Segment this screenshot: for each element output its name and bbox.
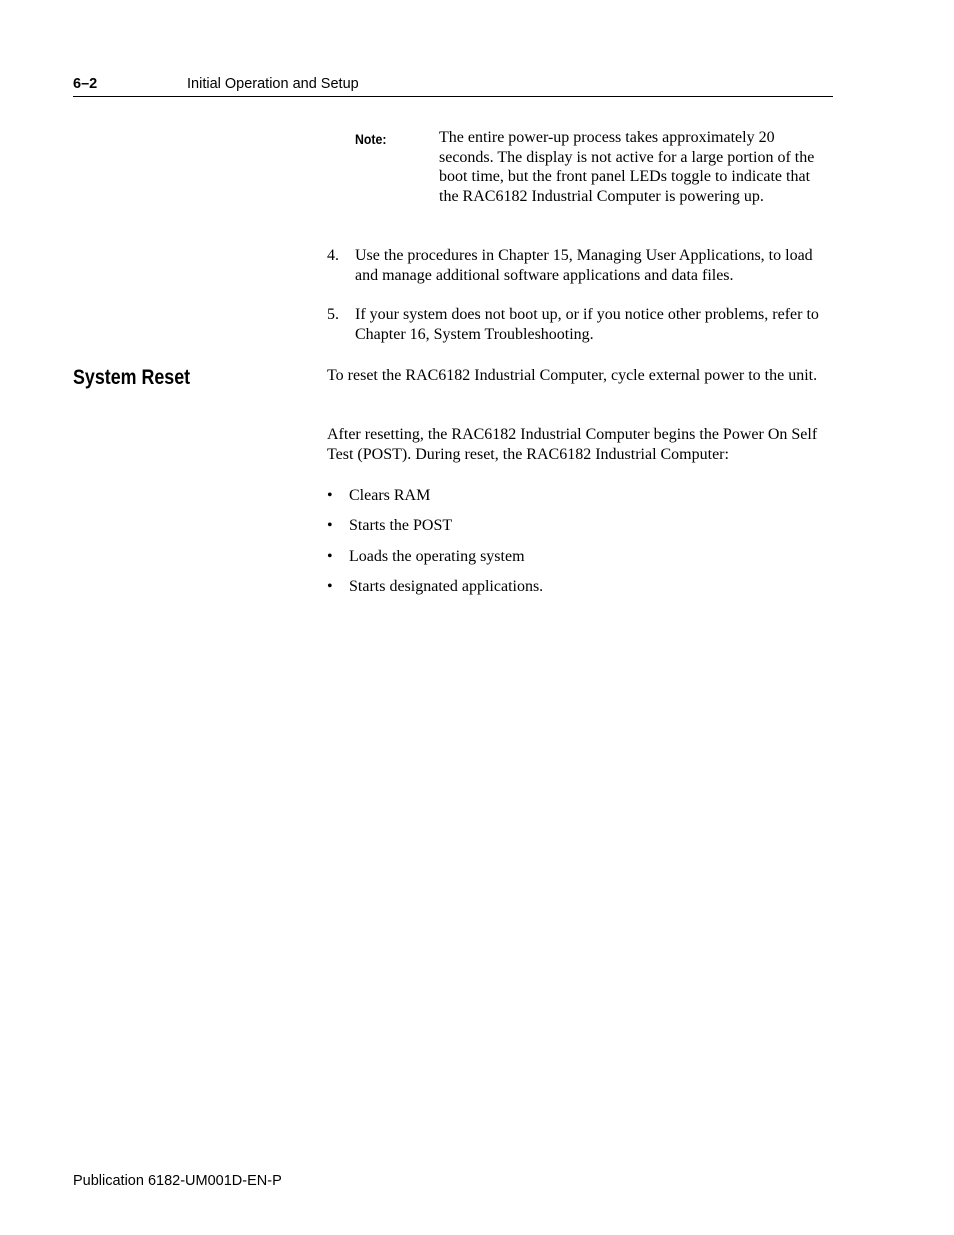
step-text: Use the procedures in Chapter 15, Managing User Applications, to load and manage additional software applications and data files. [355, 247, 813, 284]
step-number: 4. [327, 247, 339, 264]
note-text: The entire power-up process takes approximately 20 seconds. The display is not active for a large portion of the boot time, but the front panel LEDs toggle to indicate that the RAC6182 Industrial Computer is powering up. [439, 129, 815, 205]
section-heading: System Reset [73, 366, 191, 389]
step-number: 5. [327, 306, 339, 323]
paragraph-reset: To reset the RAC6182 Industrial Computer, cycle external power to the unit. [327, 367, 818, 384]
step-text: If your system does not boot up, or if you notice other problems, refer to Chapter 16, System Troubleshooting. [355, 306, 819, 343]
bullet-icon: • [327, 548, 333, 565]
page-footer: Publication 6182-UM001D-EN-P [73, 1173, 282, 1189]
list-item-text: Starts designated applications. [349, 578, 544, 595]
list-item-text: Clears RAM [349, 487, 431, 504]
list-item-text: Starts the POST [349, 517, 453, 534]
list-item-text: Loads the operating system [349, 548, 525, 565]
running-title: Initial Operation and Setup [187, 76, 359, 92]
bullet-icon: • [327, 487, 333, 504]
paragraph-after-reset: After resetting, the RAC6182 Industrial Computer begins the Power On Self Test (POST). During reset, the RAC6182 Industrial Computer: [327, 426, 818, 463]
page-number: 6–2 [73, 76, 98, 92]
bullet-icon: • [327, 578, 333, 595]
page-header [73, 75, 833, 97]
bullet-icon: • [327, 517, 333, 534]
note-label: Note: [355, 131, 387, 147]
